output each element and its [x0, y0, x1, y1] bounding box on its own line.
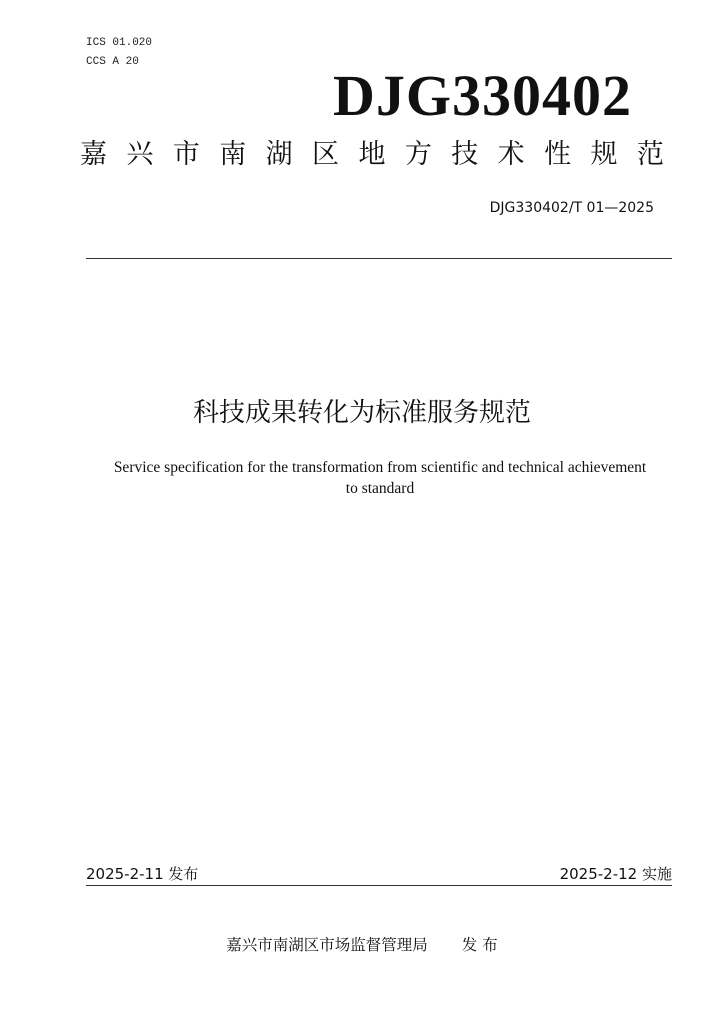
standard-type-char: 市 — [172, 139, 200, 170]
standard-type-char: 地 — [358, 139, 386, 170]
standard-type-char: 性 — [544, 139, 572, 170]
standard-type-char: 区 — [312, 139, 340, 170]
standard-type-char: 南 — [219, 139, 247, 170]
standard-type-char: 湖 — [265, 139, 293, 170]
issuer-line — [0, 935, 724, 955]
standard-type-char: 技 — [451, 139, 479, 170]
standard-type-char: 范 — [636, 139, 664, 170]
standard-type-char: 方 — [404, 139, 432, 170]
title-english-line-1: Service specification for the transformation from scientific and technical achievement — [113, 459, 647, 476]
issuer-action: 发 布 — [461, 936, 498, 954]
standard-code: DJG330402 — [333, 63, 632, 128]
standard-type-char: 规 — [590, 139, 618, 170]
standard-type-char: 术 — [497, 139, 525, 170]
standard-type-char: 兴 — [126, 139, 154, 170]
ccs-code: CCS A 20 — [86, 56, 139, 68]
header-divider — [86, 258, 672, 259]
standard-type — [80, 138, 664, 172]
implementation-date: 2025-2-12 实施 — [559, 865, 672, 883]
title-english-line-2: to standard — [345, 480, 415, 497]
issue-date: 2025-2-11 发布 — [86, 865, 199, 883]
issuer-name: 嘉兴市南湖区市场监督管理局 — [226, 936, 428, 954]
title-english — [80, 457, 680, 499]
standard-type-char: 嘉 — [80, 139, 107, 170]
standard-number: DJG330402/T 01—2025 — [489, 200, 654, 216]
title-chinese: 科技成果转化为标准服务规范 — [192, 398, 531, 428]
footer-divider — [86, 885, 672, 886]
ics-code: ICS 01.020 — [86, 37, 153, 49]
